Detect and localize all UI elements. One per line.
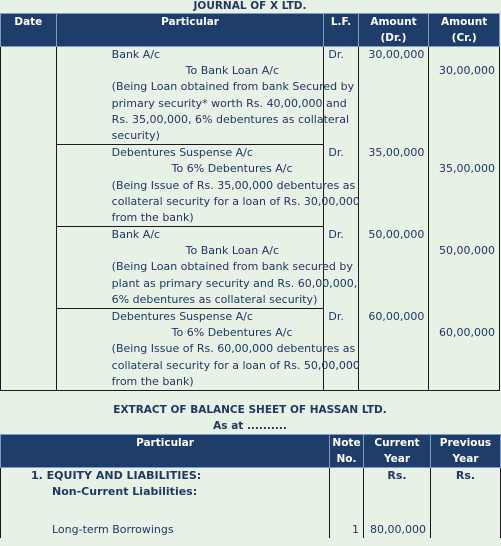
narration-line: (Being Issue of Rs. 60,00,000 debentures as: [111, 342, 356, 356]
debit-account: Bank A/c: [111, 228, 161, 242]
note-number: 1: [352, 523, 359, 536]
header-lf: L.F.: [324, 14, 358, 47]
dr-tag: Dr.: [328, 309, 344, 323]
cr-amount-cell: [429, 145, 500, 227]
header-previous-line1: Previous: [439, 437, 492, 449]
dr-tag: Dr.: [328, 145, 344, 159]
narration-line: from the bank): [111, 210, 194, 224]
dr-amount: 35,00,000: [368, 145, 425, 159]
dr-tag: Dr.: [328, 227, 344, 241]
dr-amount-cell: [358, 309, 429, 391]
credit-account: To Bank Loan A/c: [185, 244, 280, 258]
header-note-no: [330, 435, 364, 468]
header-current-line2: Year: [383, 453, 411, 465]
narration-line: Rs. 35,00,000, 6% debentures as collateral: [111, 112, 349, 126]
particular-cell: [56, 227, 358, 309]
dr-amount-cell: [358, 145, 429, 227]
credit-account: To 6% Debentures A/c: [171, 326, 293, 340]
date-cell: [1, 145, 57, 227]
journal-entry-row: [1, 145, 500, 227]
credit-account: To 6% Debentures A/c: [171, 162, 293, 176]
cr-amount: 50,00,000: [439, 243, 495, 257]
date-cell: [1, 47, 57, 145]
dr-amount: 50,00,000: [368, 227, 425, 241]
narration-line: primary security* worth Rs. 40,00,000 and: [111, 96, 347, 110]
narration-line: security): [111, 128, 160, 142]
journal-entry-row: [1, 47, 500, 145]
credit-account: To Bank Loan A/c: [185, 64, 280, 78]
header-amount-dr-line2: (Dr.): [380, 32, 407, 44]
narration-line: collateral security for a loan of Rs. 50,00,000: [111, 358, 360, 372]
header-date: Date: [1, 14, 57, 47]
date-cell: [1, 227, 57, 309]
header-previous-line2: Year: [452, 453, 479, 465]
header-amount-cr-line2: (Cr.): [451, 32, 477, 44]
currency-previous: Rs.: [455, 469, 476, 482]
bs-previous-cell: [431, 468, 501, 539]
balance-sheet-header-row: [1, 435, 501, 468]
long-term-borrowings-label: Long-term Borrowings: [52, 523, 174, 536]
dr-amount-cell: [358, 227, 429, 309]
cr-amount-cell: [429, 227, 500, 309]
narration-line: plant as primary security and Rs. 60,00,000,: [111, 276, 358, 290]
cr-amount: 30,00,000: [439, 64, 495, 78]
cr-amount-cell: [429, 47, 500, 145]
narration-line: 6% debentures as collateral security): [111, 292, 318, 306]
narration-line: from the bank): [111, 374, 194, 388]
bs-current-cell: [364, 468, 431, 539]
header-amount-cr-line1: Amount: [441, 16, 488, 28]
cr-amount: 60,00,000: [439, 325, 495, 339]
journal-table: [0, 13, 500, 391]
cr-amount-cell: [429, 309, 500, 391]
bs-note-cell: [330, 468, 364, 539]
date-cell: [1, 309, 57, 391]
debit-account: Bank A/c: [111, 48, 161, 61]
header-particular: Particular: [56, 14, 324, 47]
journal-entry-row: [1, 309, 500, 391]
journal-header-row: [1, 14, 500, 47]
bs-particular-cell: [1, 468, 330, 539]
narration-line: collateral security for a loan of Rs. 30,00,000: [111, 194, 360, 208]
journal-title: JOURNAL OF X LTD.: [193, 0, 307, 12]
subsection-heading: Non-Current Liabilities:: [52, 485, 198, 498]
header-previous-year: [431, 435, 501, 468]
header-current-year: [364, 435, 431, 468]
current-year-amount: 80,00,000: [370, 523, 426, 536]
header-amount-dr: [358, 14, 429, 47]
dr-amount: 60,00,000: [368, 309, 425, 323]
section-heading: 1. EQUITY AND LIABILITIES:: [31, 469, 202, 482]
dr-amount: 30,00,000: [368, 48, 425, 61]
narration-line: (Being Loan obtained from bank Secured by: [111, 80, 355, 94]
balance-sheet-subtitle: As at ..........: [213, 420, 287, 432]
narration-line: (Being Loan obtained from bank secured by: [111, 260, 353, 274]
dr-amount-cell: [358, 47, 429, 145]
debit-account: Debentures Suspense A/c: [111, 146, 253, 160]
balance-sheet-title: EXTRACT OF BALANCE SHEET OF HASSAN LTD.: [113, 404, 387, 416]
header-bs-particular: Particular: [1, 435, 330, 468]
header-current-line1: Current: [374, 437, 420, 449]
journal-entry-row: [1, 227, 500, 309]
cr-amount: 35,00,000: [439, 161, 495, 175]
balance-sheet-table: [0, 434, 501, 538]
debit-account: Debentures Suspense A/c: [111, 310, 253, 323]
header-amount-cr: [429, 14, 500, 47]
currency-current: Rs.: [387, 469, 407, 482]
header-note-line2: No.: [336, 453, 357, 465]
narration-line: (Being Issue of Rs. 35,00,000 debentures as: [111, 178, 356, 192]
particular-cell: [56, 47, 355, 145]
header-note-line1: Note: [332, 437, 361, 449]
header-amount-dr-line1: Amount: [370, 16, 417, 28]
balance-sheet-body-row: [1, 468, 501, 539]
dr-tag: Dr.: [328, 48, 344, 61]
